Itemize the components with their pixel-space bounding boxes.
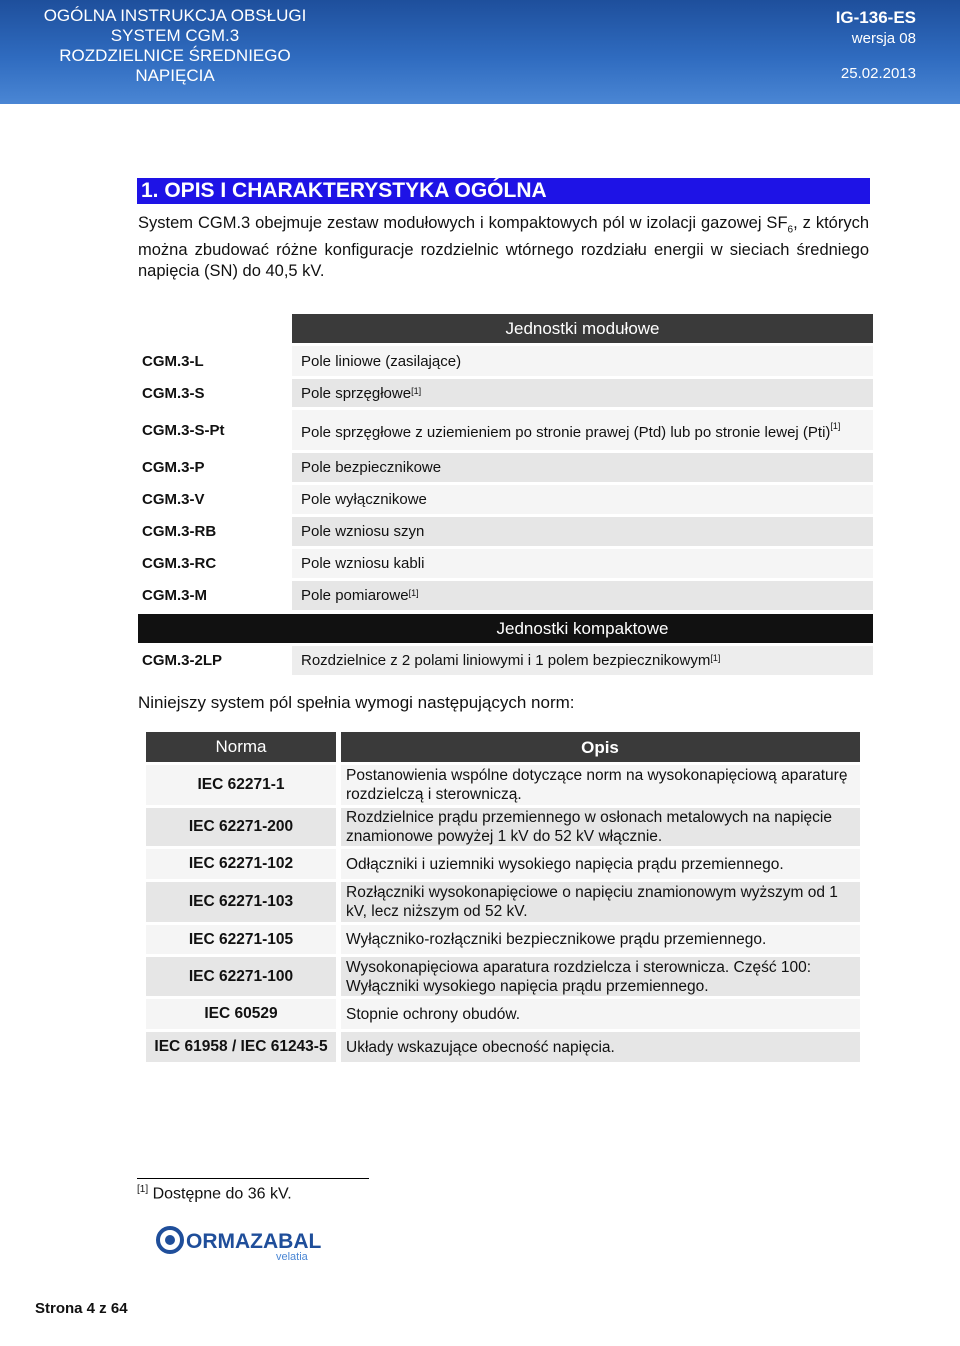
table-row xyxy=(138,453,873,482)
header-norma: Norma xyxy=(146,732,336,762)
document-title xyxy=(0,6,350,86)
table-row xyxy=(138,346,873,376)
unit-desc xyxy=(292,346,873,376)
norm-desc: Wyłączniko-rozłączniki bezpiecznikowe prądu przemiennego. xyxy=(341,925,860,954)
logo-dot-icon xyxy=(165,1235,175,1245)
unit-desc xyxy=(292,581,873,610)
logo-name: ORMAZABAL xyxy=(186,1230,322,1253)
norm-id: IEC 61958 / IEC 61243-5 xyxy=(146,1032,336,1062)
unit-desc xyxy=(292,517,873,546)
norm-id: IEC 62271-103 xyxy=(146,882,336,922)
desc-text: Pole wyłącznikowe xyxy=(301,491,427,508)
unit-desc xyxy=(292,646,873,675)
desc-text: Pole wzniosu kabli xyxy=(301,555,425,572)
desc-text: Pole wzniosu szyn xyxy=(301,523,425,540)
table-row xyxy=(138,410,873,450)
norms-table xyxy=(146,732,860,1065)
desc-text: Rozdzielnice z 2 polami liniowymi i 1 polem bezpiecznikowym xyxy=(301,652,711,669)
table-row xyxy=(138,485,873,514)
unit-desc xyxy=(292,453,873,482)
section-title: 1. OPIS I CHARAKTERYSTYKA OGÓLNA xyxy=(137,178,870,204)
norm-desc: Postanowienia wspólne dotyczące norm na wysokonapięciową aparaturę rozdzielczą i sterowniczą. xyxy=(341,765,860,805)
footnote-ref: [1] xyxy=(411,385,422,396)
norm-id: IEC 62271-200 xyxy=(146,808,336,846)
norm-id: IEC 62271-105 xyxy=(146,925,336,954)
ormazabal-logo xyxy=(156,1218,326,1266)
document-header xyxy=(0,0,960,104)
desc-text: Pole bezpiecznikowe xyxy=(301,459,442,476)
footnote-divider xyxy=(137,1178,369,1179)
intro-subscript: 6 xyxy=(787,224,794,236)
unit-desc xyxy=(292,379,873,407)
footnote xyxy=(137,1184,292,1203)
norm-desc: Odłączniki i uziemniki wysokiego napięcia prądu przemiennego. xyxy=(341,849,860,879)
document-version: wersja 08 xyxy=(851,30,916,47)
page-number: Strona 4 z 64 xyxy=(35,1300,128,1317)
table-row xyxy=(138,581,873,610)
unit-code: CGM.3-RC xyxy=(138,549,292,578)
norm-desc: Wysokonapięciowa aparatura rozdzielcza i sterownicza. Część 100: Wyłączniki wysokiego napięcia prądu przemiennego. xyxy=(341,957,860,996)
intro-paragraph xyxy=(138,213,869,282)
desc-text: Pole sprzęgłowe xyxy=(301,384,412,402)
table-row xyxy=(138,517,873,546)
norm-id: IEC 62271-100 xyxy=(146,957,336,996)
unit-desc xyxy=(292,410,873,450)
table-row xyxy=(146,957,860,996)
norm-desc: Rozłączniki wysokonapięciowe o napięciu znamionowym wyższym od 1 kV, lecz niższym od 52 kV. xyxy=(341,882,860,922)
unit-code: CGM.3-S xyxy=(138,379,292,407)
norm-desc: Układy wskazujące obecność napięcia. xyxy=(341,1032,860,1062)
compact-heading: Jednostki kompaktowe xyxy=(138,614,873,643)
logo-sub: velatia xyxy=(276,1251,308,1263)
unit-code: CGM.3-RB xyxy=(138,517,292,546)
table-row xyxy=(146,765,860,805)
document-code: IG-136-ES xyxy=(835,8,916,27)
intro-text: System CGM.3 obejmuje zestaw modułowych i kompaktowych pól w izolacji gazowej SF xyxy=(138,214,788,232)
norms-intro: Niniejszy system pól spełnia wymogi następujących norm: xyxy=(138,693,575,712)
unit-code: CGM.3-V xyxy=(138,485,292,514)
document-date: 25.02.2013 xyxy=(840,65,916,82)
desc-text: Pole liniowe (zasilające) xyxy=(301,352,462,370)
header-opis: Opis xyxy=(341,732,860,762)
table-row xyxy=(138,646,873,675)
table-row xyxy=(138,379,873,407)
norm-desc: Rozdzielnice prądu przemiennego w osłonach metalowych na napięcie znamionowe powyżej 1 kV do 52 kV włącznie. xyxy=(341,808,860,846)
table-header-row xyxy=(146,732,860,762)
footnote-ref: [1] xyxy=(710,653,721,663)
modular-units-table xyxy=(138,314,873,675)
title-line: OGÓLNA INSTRUKCJA OBSŁUGI xyxy=(43,6,307,25)
document-meta xyxy=(836,8,916,84)
table-row xyxy=(146,999,860,1029)
title-line: ROZDZIELNICE ŚREDNIEGO xyxy=(59,46,291,65)
norm-id: IEC 62271-102 xyxy=(146,849,336,879)
modular-heading: Jednostki modułowe xyxy=(292,314,873,343)
title-line: NAPIĘCIA xyxy=(135,66,215,85)
table-row xyxy=(138,549,873,578)
desc-text: Pole pomiarowe xyxy=(301,587,409,604)
unit-code: CGM.3-L xyxy=(138,346,292,376)
title-line: SYSTEM CGM.3 xyxy=(110,26,240,45)
footnote-ref: [1] xyxy=(408,588,419,598)
intro-text-cont: , z których można zbudować różne konfiguracje rozdzielnic wtórnego rozdziału energii w sieciach średniego napięcia (SN) do 40,5 kV. xyxy=(138,214,869,281)
footnote-mark: [1] xyxy=(137,1184,149,1195)
unit-code: CGM.3-M xyxy=(138,581,292,610)
footnote-ref: [1] xyxy=(830,420,841,431)
norm-id: IEC 60529 xyxy=(146,999,336,1029)
unit-desc xyxy=(292,549,873,578)
table-row xyxy=(146,849,860,879)
footnote-text: Dostępne do 36 kV. xyxy=(148,1185,292,1203)
norm-desc: Stopnie ochrony obudów. xyxy=(341,999,860,1029)
table-row xyxy=(146,925,860,954)
norm-id: IEC 62271-1 xyxy=(146,765,336,805)
table-row xyxy=(146,882,860,922)
table-row xyxy=(146,1032,860,1062)
table-row xyxy=(146,808,860,846)
desc-text: Pole sprzęgłowe z uziemieniem po stronie prawej (Ptd) lub po stronie lewej (Pti) xyxy=(301,423,831,441)
unit-code: CGM.3-P xyxy=(138,453,292,482)
unit-code: CGM.3-S-Pt xyxy=(138,410,292,450)
unit-desc xyxy=(292,485,873,514)
unit-code: CGM.3-2LP xyxy=(138,646,292,675)
